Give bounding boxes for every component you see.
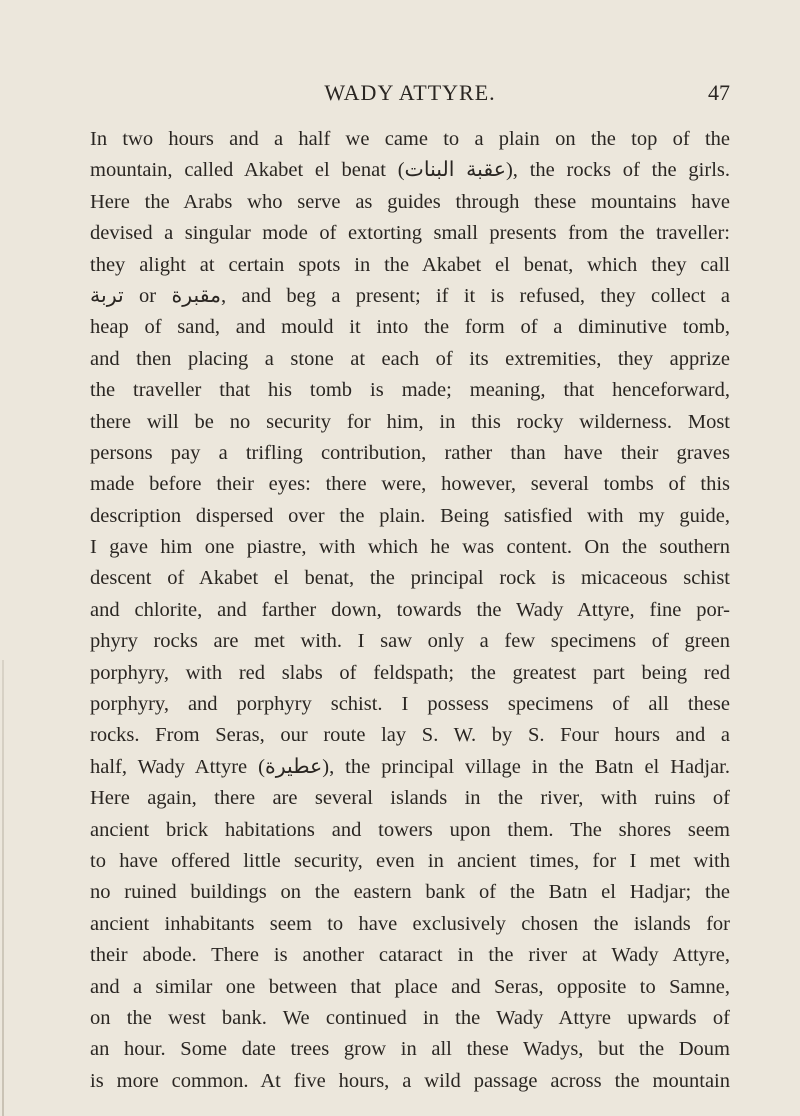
text-line: porphyry, with red slabs of feldspath; the greatest part being red — [90, 661, 730, 684]
text-line: Here the Arabs who serve as guides through these mountains have — [90, 190, 730, 213]
text-line: their abode. There is another cataract in the river at Wady Attyre, — [90, 944, 730, 967]
text-line: phyry rocks are met with. I saw only a few specimens of green — [90, 630, 730, 653]
text-line: is more common. At five hours, a wild passage across the mountain — [90, 1069, 730, 1092]
text-line: rocks. From Seras, our route lay S. W. by S. Four hours and a — [90, 724, 730, 747]
text-line: ancient brick habitations and towers upon them. The shores seem — [90, 818, 730, 841]
page-number: 47 — [708, 80, 730, 105]
text-line: I gave him one piastre, with which he was content. On the southern — [90, 536, 730, 559]
text-line: تربة or مقبرة, and beg a present; if it is refused, they collect a — [90, 284, 730, 307]
text-line: mountain, called Akabet el benat (عقبة البنات), the rocks of the girls. — [90, 159, 731, 182]
text-line: descent of Akabet el benat, the principal rock is micaceous schist — [90, 567, 730, 590]
text-line: ancient inhabitants seem to have exclusively chosen the islands for — [90, 912, 730, 935]
text-line: persons pay a trifling contribution, rather than have their graves — [90, 441, 730, 464]
text-line: heap of sand, and mould it into the form of a diminutive tomb, — [90, 316, 730, 339]
text-line: half, Wady Attyre (عطيرة), the principal village in the Batn el Hadjar. — [90, 755, 731, 778]
running-head — [90, 80, 730, 110]
page-edge-shadow — [2, 660, 4, 1116]
text-line: In two hours and a half we came to a plain on the top of the — [90, 128, 730, 150]
text-line: and then placing a stone at each of its extremities, they apprize — [90, 347, 730, 370]
text-line: there will be no security for him, in this rocky wilderness. Most — [90, 410, 730, 433]
text-line: they alight at certain spots in the Akabet el benat, which they call — [90, 253, 730, 276]
text-line: to have offered little security, even in ancient times, for I met with — [90, 849, 730, 872]
text-line: the traveller that his tomb is made; meaning, that henceforward, — [90, 379, 730, 402]
text-line: description dispersed over the plain. Being satisfied with my guide, — [90, 504, 730, 527]
text-line: on the west bank. We continued in the Wady Attyre upwards of — [90, 1006, 730, 1029]
text-line: and chlorite, and farther down, towards the Wady Attyre, fine por- — [90, 598, 730, 621]
text-line: devised a singular mode of extorting small presents from the traveller: — [90, 222, 730, 245]
text-line: porphyry, and porphyry schist. I possess specimens of all these — [90, 693, 730, 716]
body-text — [90, 124, 730, 1097]
text-line: Here again, there are several islands in the river, with ruins of — [90, 787, 730, 810]
text-line: and a similar one between that place and Seras, opposite to Samne, — [90, 975, 730, 998]
running-title: WADY ATTYRE. — [324, 80, 496, 105]
text-line: made before their eyes: there were, however, several tombs of this — [90, 473, 730, 496]
text-line: no ruined buildings on the eastern bank of the Batn el Hadjar; the — [90, 881, 730, 904]
text-line: an hour. Some date trees grow in all these Wadys, but the Doum — [90, 1038, 730, 1061]
